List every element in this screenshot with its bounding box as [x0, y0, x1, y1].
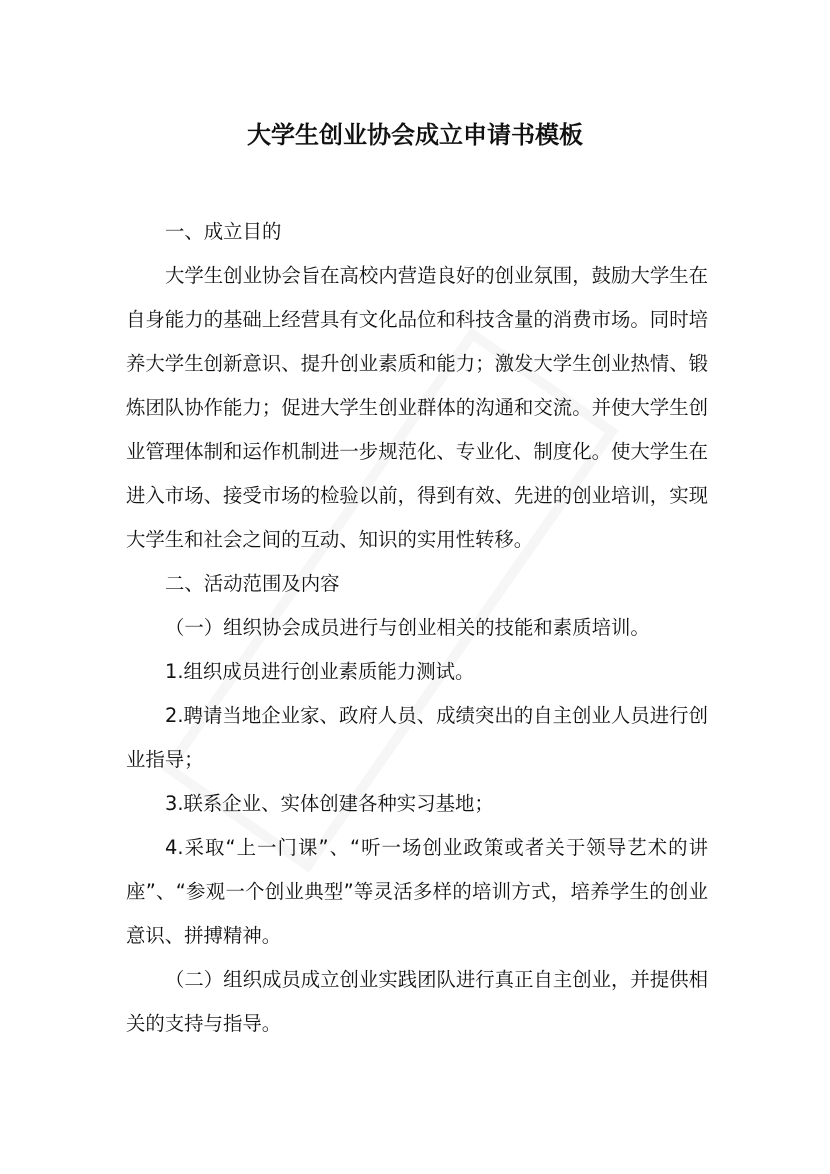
paragraph-purpose: 大学生创业协会旨在高校内营造良好的创业氛围，鼓励大学生在自身能力的基础上经营具有文化品位和科技含量的消费市场。同时培养大学生创新意识、提升创业素质和能力；激发大学生创业热情、锻炼团队协作能力；促进大学生创业群体的沟通和交流。并使大学生创业管理体制和运作机制进一步规范化、专业化、制度化。使大学生在进入市场、接受市场的检验以前，得到有效、先进的创业培训，实现大学生和社会之间的互动、知识的实用性转移。: [126, 264, 708, 551]
subsection-training: （一）组织协会成员进行与创业相关的技能和素质培训。: [165, 616, 650, 639]
list-item: 3.联系企业、实体创建各种实习基地；: [165, 792, 494, 815]
list-item: 2.聘请当地企业家、政府人员、成绩突出的自主创业人员进行创业指导；: [126, 704, 708, 771]
document-title: 大学生创业协会成立申请书模板: [247, 121, 583, 149]
section-heading-purpose: 一、成立目的: [165, 220, 282, 243]
document-body: [126, 210, 708, 1046]
subsection-practice: （二）组织成员成立创业实践团队进行真正自主创业，并提供相关的支持与指导。: [126, 968, 708, 1035]
list-item: 1.组织成员进行创业素质能力测试。: [165, 660, 475, 683]
list-item: 4.采取“上一门课”、“听一场创业政策或者关于领导艺术的讲座”、“参观一个创业典型”等灵活多样的培训方式，培养学生的创业意识、拼搏精神。: [126, 836, 708, 947]
section-heading-scope: 二、活动范围及内容: [165, 572, 340, 595]
